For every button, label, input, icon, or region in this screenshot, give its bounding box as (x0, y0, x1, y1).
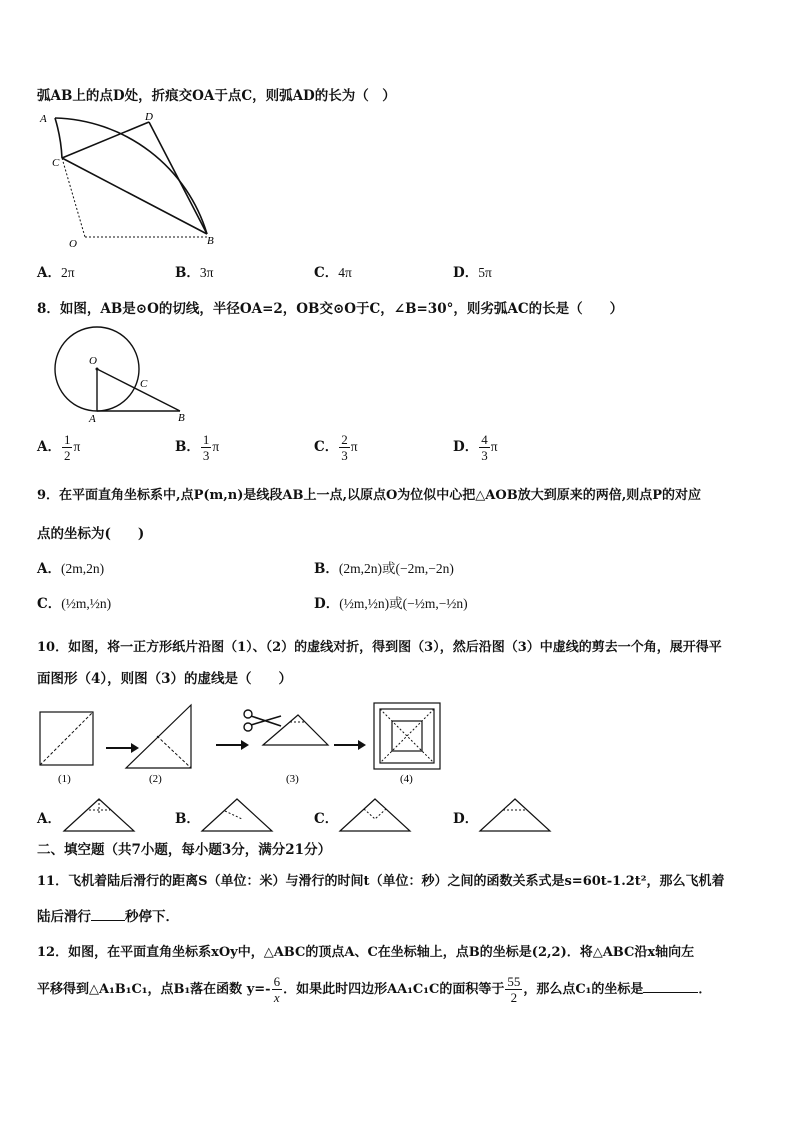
q7-option-d[interactable]: D．5π (453, 265, 492, 281)
q8-label-O: O (89, 355, 97, 367)
q10-caption-3: (3) (286, 773, 299, 785)
q9-stem-line1: 9．在平面直角坐标系中,点P(m,n)是线段AB上一点,以原点O为位似中心把△AOB放大到原来的两倍,则点P的对应 (37, 488, 702, 503)
q10-stem-line1: 10．如图，将一正方形纸片沿图（1）、（2）的虚线对折，得到图（3），然后沿图（3）中虚线的剪去一个角，展开得平 (37, 640, 722, 655)
q9-option-c[interactable]: C．(½m,½n) (37, 596, 112, 612)
q12-line2: 平移得到△A₁B₁C₁，点B₁落在函数 y=- $\frac{6}{x}$ ．如果此时四边形AA₁C₁C的面积等于 $\frac{55}{2}$ ，那么点C₁的坐标是 ． (37, 974, 712, 1005)
q9-option-a[interactable]: A．(2m,2n) (37, 561, 105, 577)
q10-option-a-figure (62, 795, 137, 835)
q7-option-c[interactable]: C．4π (314, 265, 352, 281)
q7-figure (35, 106, 235, 251)
q8-stem: 8．如图，AB是⊙O的切线，半径OA=2，OB交⊙O于C，∠B=30°，则劣弧AC的长是（ ） (37, 301, 624, 317)
q10-option-b-figure (200, 795, 275, 835)
q7-option-a[interactable]: A．2π (37, 265, 75, 281)
q7-stem: 弧AB上的点D处，折痕交OA于点C，则弧AD的长为（ ） (37, 88, 396, 104)
q12-answer-blank[interactable] (643, 992, 698, 993)
q11-line1: 11．飞机着陆后滑行的距离S（单位：米）与滑行的时间t（单位：秒）之间的函数关系式是s=60t-1.2t²，那么飞机着 (37, 874, 725, 889)
q8-option-d[interactable]: D． $\frac{4}{3}$ π (453, 432, 498, 463)
q8-figure (50, 322, 200, 427)
q12-line1: 12．如图，在平面直角坐标系xOy中，△ABC的顶点A、C在坐标轴上，点B的坐标是(2,2)．将△ABC沿x轴向左 (37, 945, 695, 960)
q10-option-d-figure (478, 795, 553, 835)
q7-label-B: B (207, 235, 214, 247)
q8-option-c[interactable]: C． $\frac{2}{3}$ π (314, 432, 358, 463)
q8-label-A: A (89, 413, 96, 425)
q9-stem-line2: 点的坐标为( ) (37, 526, 145, 542)
q10-option-c-figure (338, 795, 413, 835)
q7-label-O: O (69, 238, 77, 250)
q7-label-A: A (40, 113, 47, 125)
q8-label-C: C (140, 378, 148, 390)
q8-option-a[interactable]: A． $\frac{1}{2}$ π (37, 432, 81, 463)
q7-option-b[interactable]: B．3π (175, 265, 214, 281)
q10-option-a[interactable]: A． (37, 811, 61, 827)
q7-label-C: C (52, 157, 60, 169)
q8-option-b[interactable]: B． $\frac{1}{3}$ π (175, 432, 220, 463)
q8-label-B: B (178, 412, 185, 424)
q10-caption-4: (4) (400, 773, 413, 785)
q10-caption-1: (1) (58, 773, 71, 785)
q11-line2: 陆后滑行 秒停下． (37, 909, 179, 925)
q7-label-D: D (145, 111, 153, 123)
q11-answer-blank[interactable] (91, 920, 125, 921)
q10-option-c[interactable]: C． (314, 811, 339, 827)
q10-option-b[interactable]: B． (175, 811, 200, 827)
section-2-heading: 二、填空题（共7小题，每小题3分，满分21分） (37, 842, 332, 858)
q10-option-d[interactable]: D． (453, 811, 479, 827)
q9-option-d[interactable]: D．(½m,½n)或(−½m,−½n) (314, 596, 468, 612)
q10-process-figure (36, 700, 446, 788)
q10-stem-line2: 面图形（4），则图（3）的虚线是（ ） (37, 671, 293, 687)
q10-caption-2: (2) (149, 773, 162, 785)
q9-option-b[interactable]: B．(2m,2n)或(−2m,−2n) (314, 561, 454, 577)
